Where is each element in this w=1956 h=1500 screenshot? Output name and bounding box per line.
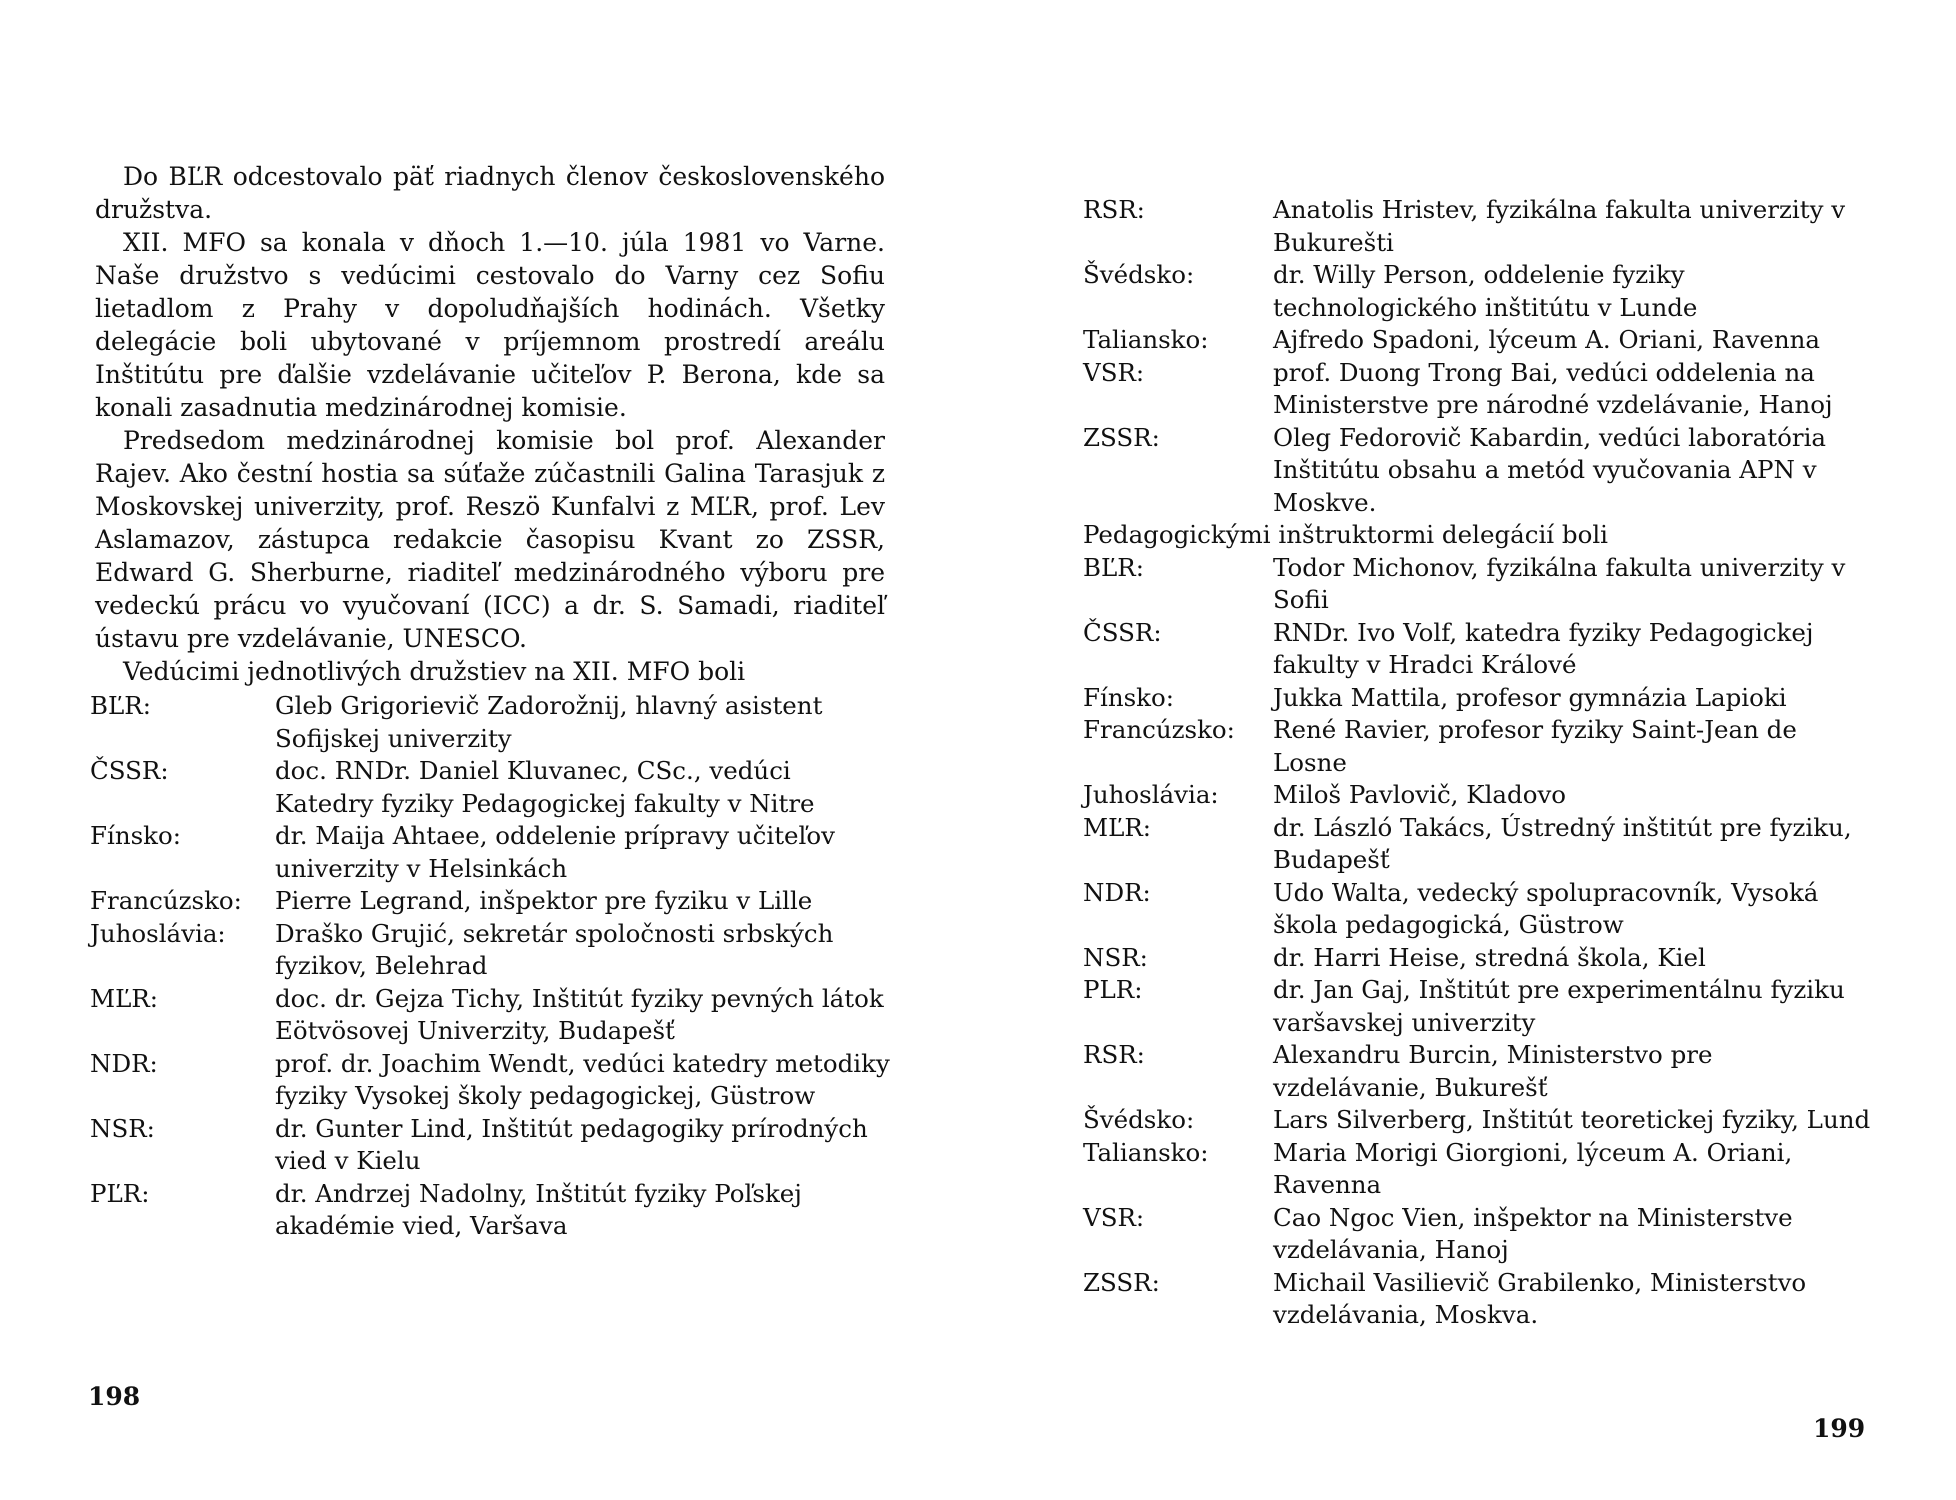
list-item [1083,259,1873,324]
list-item [90,755,890,820]
country-label: Švédsko: [1083,260,1195,289]
person-description: René Ravier, profesor fyziky Saint-Jean de Losne [1273,715,1797,777]
person-description: doc. dr. Gejza Tichy, Inštitút fyziky pevných látok Eötvösovej Univerzity, Budapešť [275,983,884,1045]
country-label: RSR: [1083,1040,1145,1069]
country-label: MĽR: [90,983,159,1013]
country-label: PĽR: [90,1178,150,1208]
country-label: ČSSR: [90,756,169,785]
country-label: NDR: [90,1048,158,1078]
list-item [1083,617,1873,682]
list-item [1083,324,1873,357]
list-item [90,983,890,1048]
list-item [1083,1267,1873,1332]
list-item [1083,974,1873,1039]
person-description: dr. Maija Ahtaee, oddelenie prípravy učiteľov univerzity v Helsinkách [275,821,835,883]
person-description: Pierre Legrand, inšpektor pre fyziku v Lille [275,886,813,915]
list-item [1083,1137,1873,1202]
person-description: dr. Gunter Lind, Inštitút pedagogiky prírodných vied v Kielu [275,1113,868,1175]
person-description: dr. Harri Heise, stredná škola, Kiel [1273,942,1706,972]
country-label: VSR: [1083,1202,1145,1232]
country-label: Juhoslávia: [1083,780,1219,809]
country-label: Juhoslávia: [90,918,226,948]
instructors-heading: Pedagogickými inštruktormi delegácií boli [1083,520,1609,549]
country-label: Francúzsko: [1083,715,1235,744]
right-page [978,0,1956,1500]
country-label: RSR: [1083,195,1145,224]
country-label: Francúzsko: [90,886,242,915]
list-item [1083,714,1873,779]
country-label: BĽR: [90,691,151,720]
paragraph-1: Do BĽR odcestovalo päť riadnych členov československého družstva. [95,162,885,224]
page-number: 199 [1813,1414,1866,1443]
country-label: ZSSR: [1083,422,1160,452]
paragraph-2: XII. MFO sa konala v dňoch 1.—10. júla 1981 vo Varne. Naše družstvo s vedúcimi cestovalo do Varny cez Sofiu lietadlom z Prahy v dopoludňajších hodinách. Všetky delegácie boli ubytované v príjemnom prostredí areálu Inštitútu pre ďalšie vzdelávanie učiteľov P. Berona, kde sa konali zasadnutia medzinárodnej komisie. [95,228,885,422]
person-description: Maria Morigi Giorgioni, lýceum A. Oriani, Ravenna [1273,1137,1793,1199]
person-description: dr. Willy Person, oddelenie fyziky technologického inštitútu v Lunde [1273,260,1698,322]
list-item [90,820,890,885]
country-label: ČSSR: [1083,617,1162,647]
list-item [90,690,890,755]
person-description: doc. RNDr. Daniel Kluvanec, CSc., vedúci Katedry fyziky Pedagogickej fakulty v Nitre [275,756,815,818]
country-label: NDR: [1083,877,1151,907]
person-description: dr. Jan Gaj, Inštitút pre experimentálnu fyziku varšavskej univerzity [1273,975,1845,1037]
country-label: NSR: [90,1113,155,1143]
list-item [1083,812,1873,877]
list-item [1083,942,1873,975]
country-label: BĽR: [1083,552,1144,582]
person-description: Miloš Pavlovič, Kladovo [1273,780,1567,809]
list-item [90,1048,890,1113]
person-description: prof. Duong Trong Bai, vedúci oddelenia na Ministerstve pre národné vzdelávanie, Hanoj [1273,357,1833,419]
country-label: Taliansko: [1083,325,1209,354]
person-description: Lars Silverberg, Inštitút teoretickej fyziky, Lund [1273,1105,1871,1134]
person-description: Draško Grujić, sekretár spoločnosti srbských fyzikov, Belehrad [275,918,834,980]
list-item [90,1178,890,1243]
person-description: dr. László Takács, Ústredný inštitút pre fyziku, Budapešť [1273,812,1852,874]
person-description: Oleg Fedorovič Kabardin, vedúci laboratória Inštitútu obsahu a metód vyučovania APN v Moskve. [1273,422,1827,517]
country-label: Fínsko: [90,821,182,850]
country-label: PLR: [1083,975,1143,1004]
person-description: dr. Andrzej Nadolny, Inštitút fyziky Poľskej akadémie vied, Varšava [275,1178,802,1240]
person-description: Todor Michonov, fyzikálna fakulta univerzity v Sofii [1273,552,1846,614]
people-list [1083,194,1873,1332]
country-label: ZSSR: [1083,1267,1160,1297]
person-description: Cao Ngoc Vien, inšpektor na Ministerstve vzdelávania, Hanoj [1273,1202,1793,1264]
person-description: Alexandru Burcin, Ministerstvo pre vzdelávanie, Bukurešť [1273,1040,1713,1102]
paragraph-3: Predsedom medzinárodnej komisie bol prof. Alexander Rajev. Ako čestní hostia sa súťaže zúčastnili Galina Tarasjuk z Moskovskej univerzity, prof. Reszö Kunfalvi z MĽR, prof. Lev Aslamazov, zástupca redakcie časopisu Kvant zo ZSSR, Edward G. Sherburne, riaditeľ medzinárodného výboru pre vedeckú prácu vo vyučovaní (ICC) a dr. S. Samadi, riaditeľ ústavu pre vzdelávanie, UNESCO. [95,426,885,653]
person-description: Ajfredo Spadoni, lýceum A. Oriani, Ravenna [1273,325,1821,354]
list-item [1083,877,1873,942]
country-label: Švédsko: [1083,1105,1195,1134]
list-item [1083,1202,1873,1267]
person-description: prof. dr. Joachim Wendt, vedúci katedry metodiky fyziky Vysokej školy pedagogickej, Güstrow [275,1048,890,1110]
country-label: Fínsko: [1083,682,1175,712]
list-item [1083,1039,1873,1104]
list-item [90,885,890,918]
list-item [1083,682,1873,715]
person-description: Udo Walta, vedecký spolupracovník, Vysoká škola pedagogická, Güstrow [1273,877,1819,939]
list-item [1083,1104,1873,1137]
list-item [1083,552,1873,617]
intro-text [95,160,885,688]
list-item [1083,422,1873,520]
country-label: VSR: [1083,357,1145,387]
country-label: Taliansko: [1083,1137,1209,1167]
country-label: NSR: [1083,942,1148,972]
list-item [1083,357,1873,422]
paragraph-4: Vedúcimi jednotlivých družstiev na XII. MFO boli [123,657,746,686]
country-label: MĽR: [1083,812,1152,842]
person-description: Michail Vasilievič Grabilenko, Ministerstvo vzdelávania, Moskva. [1273,1267,1807,1329]
list-item [90,1113,890,1178]
team-leaders-list [90,690,890,1243]
person-description: Jukka Mattila, profesor gymnázia Lapioki [1273,682,1787,712]
list-item [1083,194,1873,259]
person-description: RNDr. Ivo Volf, katedra fyziky Pedagogickej fakulty v Hradci Králové [1273,617,1814,679]
list-item [1083,779,1873,812]
page-number: 198 [88,1382,141,1411]
person-description: Gleb Grigorievič Zadorožnij, hlavný asistent Sofijskej univerzity [275,691,823,753]
list-item [90,918,890,983]
person-description: Anatolis Hristev, fyzikálna fakulta univerzity v Bukurešti [1273,195,1846,257]
